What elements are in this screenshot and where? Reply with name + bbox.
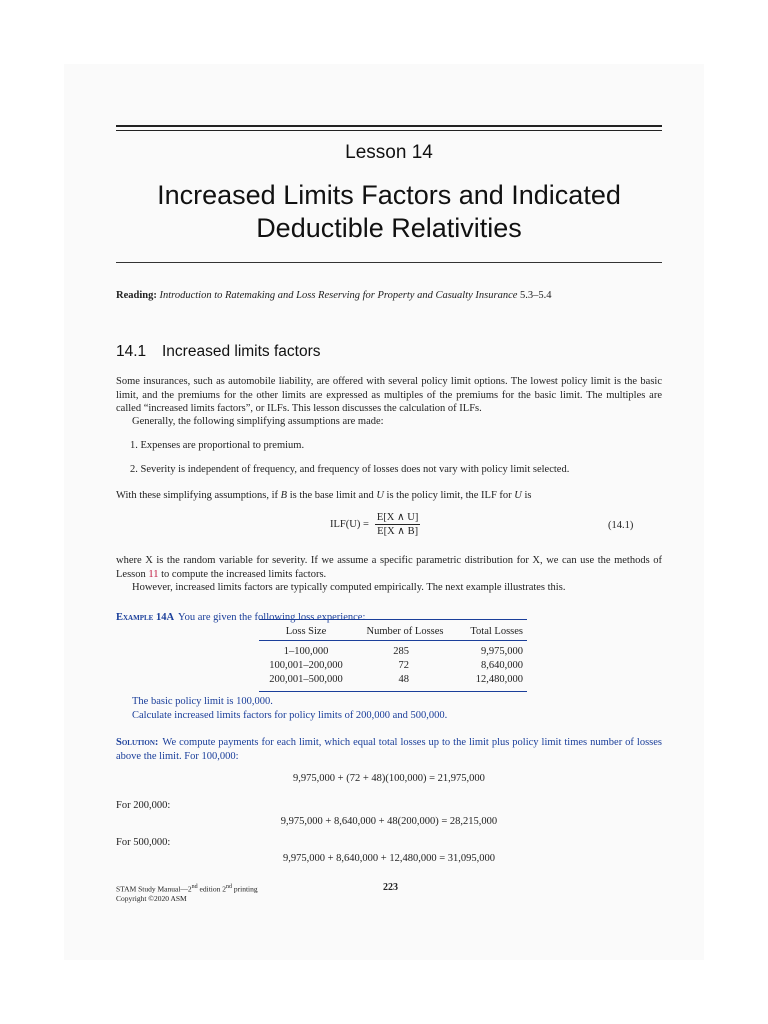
text-run: printing bbox=[232, 884, 258, 894]
table-cell: 100,001–200,000 bbox=[269, 660, 343, 671]
table-cell: 200,001–500,000 bbox=[269, 674, 343, 685]
page-number: 223 bbox=[383, 882, 398, 893]
table-cell: 48 bbox=[398, 674, 409, 685]
reading-source: Introduction to Ratemaking and Loss Reserving for Property and Casualty Insurance bbox=[159, 290, 518, 301]
example-intro: You are given the following loss experience: bbox=[178, 612, 366, 623]
var-b: B bbox=[280, 490, 288, 501]
text-run: to compute the increased limits factors. bbox=[158, 568, 327, 580]
paragraph-severity bbox=[116, 554, 662, 581]
footer-manual-edition bbox=[116, 883, 258, 894]
table-cell: 72 bbox=[398, 660, 409, 671]
table-cell: 9,975,000 bbox=[481, 646, 523, 657]
lesson-title-line-1: Increased Limits Factors and Indicated bbox=[157, 180, 621, 210]
reading-label: Reading: bbox=[116, 290, 157, 301]
top-rule-thin bbox=[116, 130, 662, 131]
column-header: Loss Size bbox=[259, 620, 353, 641]
table-cell: 8,640,000 bbox=[481, 660, 523, 671]
equation-fraction bbox=[375, 511, 421, 538]
text-run: is bbox=[521, 490, 532, 501]
equation-numerator: E[X ∧ U] bbox=[376, 512, 419, 523]
top-rule bbox=[116, 125, 662, 127]
lesson-11-link[interactable]: 11 bbox=[148, 568, 159, 580]
solution-tag: Solution: bbox=[116, 737, 159, 748]
column-header: Number of Losses bbox=[353, 620, 457, 641]
text-run: With these simplifying assumptions, if bbox=[116, 490, 281, 501]
list-item-2: 2. Severity is independent of frequency, and frequency of losses does not vary with policy limit selected. bbox=[130, 464, 570, 475]
table-row bbox=[259, 659, 527, 673]
text-run: where X is the random variable for severity. If we assume a specific parametric distribution for X, we can use the methods of Lesson bbox=[116, 555, 662, 580]
paragraph-intro: Some insurances, such as automobile liability, are offered with several policy limit options. The lowest policy limit is the basic limit, and the premiums for the other limits are expressed as multiples of the premiums for the basic limit. The multiples are called “increased limits factors”, or ILFs. This lesson discusses the calculation of ILFs. bbox=[116, 376, 662, 414]
equation-lhs: ILF(U) = bbox=[330, 519, 369, 530]
lesson-label: Lesson 14 bbox=[345, 142, 433, 163]
solution-equation-100000: 9,975,000 + (72 + 48)(100,000) = 21,975,000 bbox=[293, 773, 485, 784]
superscript: nd bbox=[191, 884, 198, 890]
solution-text: We compute payments for each limit, which equal total losses up to the limit plus policy limit times number of losses above the limit. For 100,000: bbox=[116, 737, 662, 762]
label-200000: For 200,000: bbox=[116, 800, 171, 811]
text-run: STAM Study Manual—2 bbox=[116, 884, 192, 894]
paragraph-empirical: However, increased limits factors are typically computed empirically. The next example illustrates this. bbox=[132, 582, 566, 593]
footer-copyright: Copyright ©2020 ASM bbox=[116, 893, 187, 903]
table-row bbox=[259, 641, 527, 660]
var-u: U bbox=[514, 490, 522, 501]
text-run: is the policy limit, the ILF for bbox=[383, 490, 515, 501]
lesson-title bbox=[116, 179, 662, 245]
superscript: nd bbox=[226, 884, 232, 890]
var-u: U bbox=[376, 490, 384, 501]
solution-equation-500000: 9,975,000 + 8,640,000 + 12,480,000 = 31,095,000 bbox=[282, 853, 495, 864]
example-basic-limit: The basic policy limit is 100,000. bbox=[132, 696, 273, 707]
loss-experience-table bbox=[259, 619, 527, 692]
section-title: Increased limits factors bbox=[162, 343, 321, 360]
footer-manual-info bbox=[116, 883, 258, 903]
list-item-1: 1. Expenses are proportional to premium. bbox=[130, 440, 305, 451]
example-tag: Example 14A bbox=[116, 612, 175, 623]
ilf-equation bbox=[330, 511, 420, 538]
equation-denominator: E[X ∧ B] bbox=[377, 526, 419, 537]
table-header-row bbox=[259, 620, 527, 641]
table-cell: 12,480,000 bbox=[475, 674, 523, 685]
table-cell: 285 bbox=[393, 646, 409, 657]
table-row bbox=[259, 673, 527, 692]
paragraph-ilf-intro bbox=[116, 489, 662, 503]
title-divider bbox=[116, 262, 662, 263]
solution-paragraph bbox=[116, 736, 662, 763]
example-question: Calculate increased limits factors for policy limits of 200,000 and 500,000. bbox=[132, 710, 448, 721]
table-cell: 1–100,000 bbox=[283, 646, 329, 657]
column-header: Total Losses bbox=[457, 620, 527, 641]
solution-equation-200000: 9,975,000 + 8,640,000 + 48(200,000) = 28,215,000 bbox=[280, 816, 498, 827]
equation-number: (14.1) bbox=[608, 520, 634, 531]
section-heading bbox=[116, 343, 662, 361]
paragraph-assumptions: Generally, the following simplifying assumptions are made: bbox=[132, 416, 384, 427]
text-run: is the base limit and bbox=[287, 490, 377, 501]
reading-line bbox=[116, 290, 662, 301]
lesson-title-line-2: Deductible Relativities bbox=[256, 213, 522, 243]
text-run: edition 2 bbox=[197, 884, 226, 894]
section-number: 14.1 bbox=[116, 343, 147, 360]
label-500000: For 500,000: bbox=[116, 837, 171, 848]
reading-sections: 5.3–5.4 bbox=[520, 290, 552, 301]
